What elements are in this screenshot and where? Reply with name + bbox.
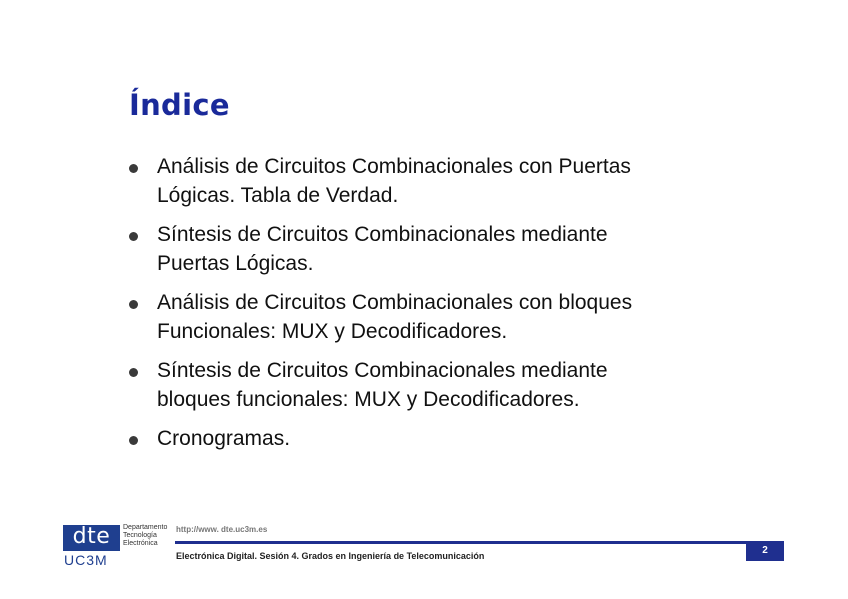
bullet-dot-icon bbox=[129, 436, 138, 445]
bullet-item bbox=[129, 220, 749, 278]
bullet-text: Síntesis de Circuitos Combinacionales mediante Puertas Lógicas. bbox=[157, 223, 608, 275]
bullet-text: Análisis de Circuitos Combinacionales con Puertas Lógicas. Tabla de Verdad. bbox=[157, 155, 631, 207]
bullet-dot-icon bbox=[129, 300, 138, 309]
logo-dept-line: Electrónica bbox=[123, 540, 158, 547]
slide-title: Índice bbox=[129, 88, 230, 122]
logo-dept-line: Departamento bbox=[123, 524, 168, 531]
bullet-list bbox=[129, 152, 749, 463]
bullet-item bbox=[129, 424, 749, 453]
logo-dept-line: Tecnología bbox=[123, 532, 157, 539]
bullet-item bbox=[129, 288, 749, 346]
footer-course-text: Electrónica Digital. Sesión 4. Grados en Ingeniería de Telecomunicación bbox=[176, 551, 485, 561]
logo-dte-mark: dte bbox=[63, 525, 120, 551]
bullet-text: Cronogramas. bbox=[157, 427, 291, 450]
page-number-badge: 2 bbox=[746, 541, 784, 561]
bullet-dot-icon bbox=[129, 232, 138, 241]
footer-divider bbox=[175, 541, 784, 544]
bullet-item bbox=[129, 356, 749, 414]
logo-department-name bbox=[123, 524, 171, 548]
bullet-dot-icon bbox=[129, 164, 138, 173]
bullet-text: Síntesis de Circuitos Combinacionales mediante bloques funcionales: MUX y Decodificadores. bbox=[157, 359, 608, 411]
department-logo bbox=[63, 525, 168, 567]
bullet-dot-icon bbox=[129, 368, 138, 377]
logo-uc3m: UC3M bbox=[64, 552, 108, 568]
bullet-item bbox=[129, 152, 749, 210]
footer-url-link[interactable]: http://www. dte.uc3m.es bbox=[176, 525, 268, 534]
bullet-text: Análisis de Circuitos Combinacionales con bloques Funcionales: MUX y Decodificadores. bbox=[157, 291, 633, 343]
